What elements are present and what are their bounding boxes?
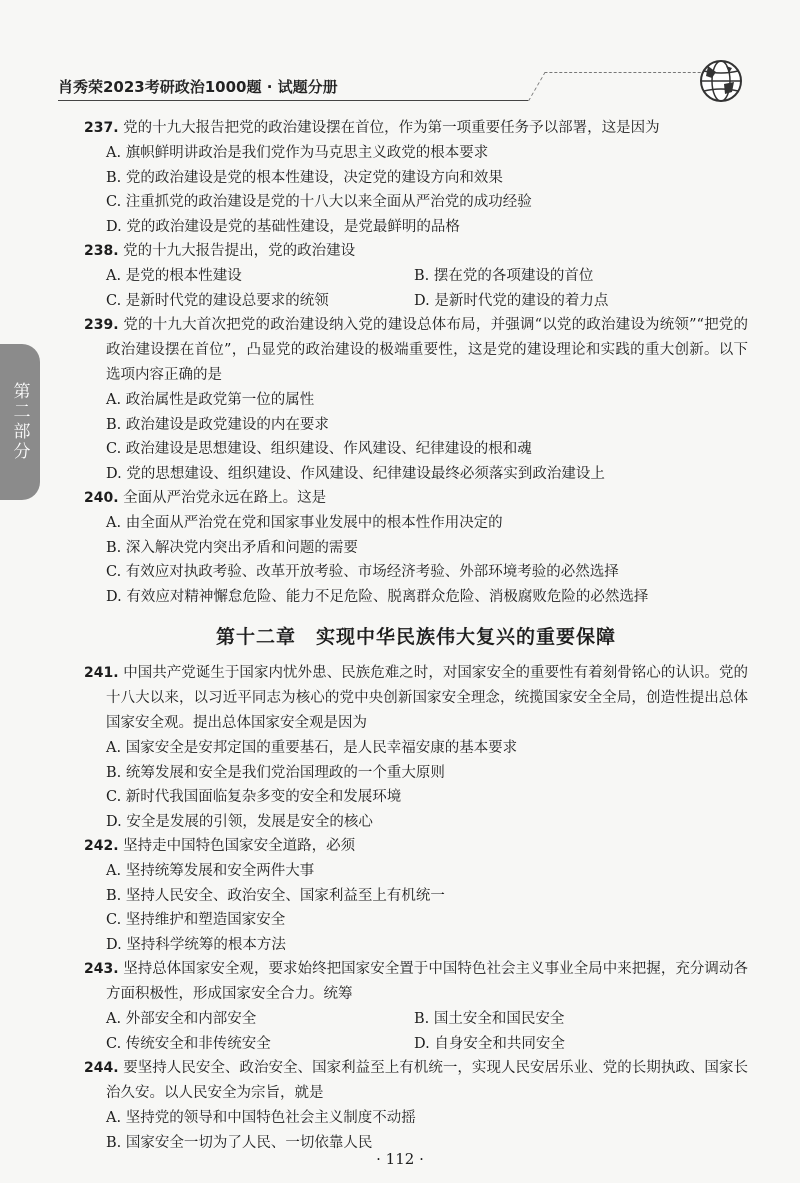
section-tab-label: 第二部分: [9, 382, 30, 462]
option-row: [84, 289, 748, 314]
answer-option: D. 自身安全和共同安全: [414, 1035, 565, 1052]
chapter-title: 第十二章 实现中华民族伟大复兴的重要保障: [215, 626, 616, 648]
question-number: 238.: [84, 243, 119, 259]
question-item: [84, 1056, 748, 1155]
option-row: [84, 1007, 748, 1032]
answer-option: C. 是新时代党的建设总要求的统领: [106, 292, 329, 309]
answer-option: A. 坚持党的领导和中国特色社会主义制度不动摇: [106, 1110, 416, 1126]
book-title: 肖秀荣2023考研政治1000题 · 试题分册: [58, 78, 338, 96]
questions-group-2: [84, 661, 748, 1155]
question-number: 237.: [84, 120, 119, 136]
header-rule: [58, 100, 528, 101]
answer-option: B. 党的政治建设是党的根本性建设，决定党的建设方向和效果: [106, 169, 503, 186]
answer-option: C. 传统安全和非传统安全: [106, 1035, 271, 1052]
answer-option: B. 国家安全一切为了人民、一切依靠人民: [106, 1134, 373, 1151]
question-item: [84, 313, 748, 486]
question-stem: [84, 834, 748, 859]
answer-option: B. 摆在党的各项建设的首位: [414, 268, 594, 284]
question-number: 243.: [84, 961, 119, 977]
question-number: 239.: [84, 317, 119, 333]
answer-option: A. 坚持统筹发展和安全两件大事: [106, 863, 315, 879]
question-item: [84, 486, 748, 609]
question-text: 坚持总体国家安全观，要求始终把国家安全置于中国特色社会主义事业全局中来把握，充分调动各方面积极性，形成国家安全合力。统筹: [106, 961, 748, 1002]
answer-option: D. 是新时代党的建设的着力点: [414, 292, 609, 309]
question-text: 中国共产党诞生于国家内忧外患、民族危难之时，对国家安全的重要性有着刻骨铭心的认识。党的十八大以来，以习近平同志为核心的党中央创新国家安全理念，统揽国家安全全局，创造性提出总体国家安全观。提出总体国家安全观是因为: [106, 665, 748, 731]
page-content: [84, 116, 748, 1155]
question-stem: [84, 116, 748, 141]
answer-option: B. 坚持人民安全、政治安全、国家利益至上有机统一: [106, 887, 445, 904]
answer-option: A. 是党的根本性建设: [106, 268, 242, 284]
answer-option: A. 旗帜鲜明讲政治是我们党作为马克思主义政党的根本要求: [106, 145, 489, 161]
section-side-tab: [0, 344, 40, 500]
answer-option: C. 新时代我国面临复杂多变的安全和发展环境: [106, 789, 402, 805]
header-dashed-decoration: [528, 72, 716, 101]
answer-option: B. 政治建设是政党建设的内在要求: [106, 416, 329, 433]
answer-option: B. 深入解决党内突出矛盾和问题的需要: [106, 539, 358, 556]
option-row: [84, 1032, 748, 1057]
answer-option: A. 外部安全和内部安全: [106, 1011, 257, 1027]
answer-option: D. 有效应对精神懈怠危险、能力不足危险、脱离群众危险、消极腐败危险的必然选择: [106, 588, 649, 605]
answer-option: C. 坚持维护和塑造国家安全: [106, 912, 286, 928]
question-text: 坚持走中国特色国家安全道路，必须: [123, 838, 356, 854]
answer-option: B. 统筹发展和安全是我们党治国理政的一个重大原则: [106, 764, 445, 781]
answer-option: A. 国家安全是安邦定国的重要基石，是人民幸福安康的基本要求: [106, 740, 518, 756]
answer-option: D. 党的思想建设、组织建设、作风建设、纪律建设最终必须落实到政治建设上: [106, 465, 605, 482]
globe-icon: [698, 58, 744, 104]
question-stem: [84, 661, 748, 736]
answer-option: C. 政治建设是思想建设、组织建设、作风建设、纪律建设的根和魂: [106, 441, 532, 457]
question-stem: [84, 486, 748, 511]
answer-option: D. 安全是发展的引领，发展是安全的核心: [106, 813, 373, 830]
question-text: 党的十九大首次把党的政治建设纳入党的建设总体布局，并强调“以党的政治建设为统领”“把党的政治建设摆在首位”，凸显党的政治建设的极端重要性，这是党的建设理论和实践的重大创新。以下选项内容正确的是: [106, 317, 748, 383]
answer-option: C. 有效应对执政考验、改革开放考验、市场经济考验、外部环境考验的必然选择: [106, 564, 619, 580]
answer-option: C. 注重抓党的政治建设是党的十八大以来全面从严治党的成功经验: [106, 194, 532, 210]
option-row: [84, 264, 748, 289]
question-text: 要坚持人民安全、政治安全、国家利益至上有机统一，实现人民安居乐业、党的长期执政、国家长治久安。以人民安全为宗旨，就是: [106, 1060, 748, 1101]
question-number: 244.: [84, 1060, 119, 1076]
questions-group-1: [84, 116, 748, 609]
question-number: 241.: [84, 665, 119, 681]
question-item: [84, 661, 748, 834]
question-text: 全面从严治党永远在路上。这是: [123, 490, 327, 506]
answer-option: B. 国土安全和国民安全: [414, 1011, 565, 1027]
question-item: [84, 116, 748, 239]
question-stem: [84, 239, 748, 264]
page-number: · 112 ·: [376, 1150, 424, 1168]
answer-option: A. 由全面从严治党在党和国家事业发展中的根本性作用决定的: [106, 515, 503, 531]
question-number: 242.: [84, 838, 119, 854]
question-item: [84, 834, 748, 957]
question-text: 党的十九大报告把党的政治建设摆在首位，作为第一项重要任务予以部署，这是因为: [123, 120, 660, 136]
answer-option: A. 政治属性是政党第一位的属性: [106, 392, 315, 408]
answer-option: D. 坚持科学统筹的根本方法: [106, 936, 286, 953]
question-text: 党的十九大报告提出，党的政治建设: [123, 243, 356, 259]
question-stem: [84, 313, 748, 388]
running-header: [58, 58, 748, 104]
question-item: [84, 239, 748, 313]
question-item: [84, 957, 748, 1056]
answer-option: D. 党的政治建设是党的基础性建设，是党最鲜明的品格: [106, 218, 460, 235]
question-stem: [84, 957, 748, 1007]
question-number: 240.: [84, 490, 119, 506]
question-stem: [84, 1056, 748, 1106]
